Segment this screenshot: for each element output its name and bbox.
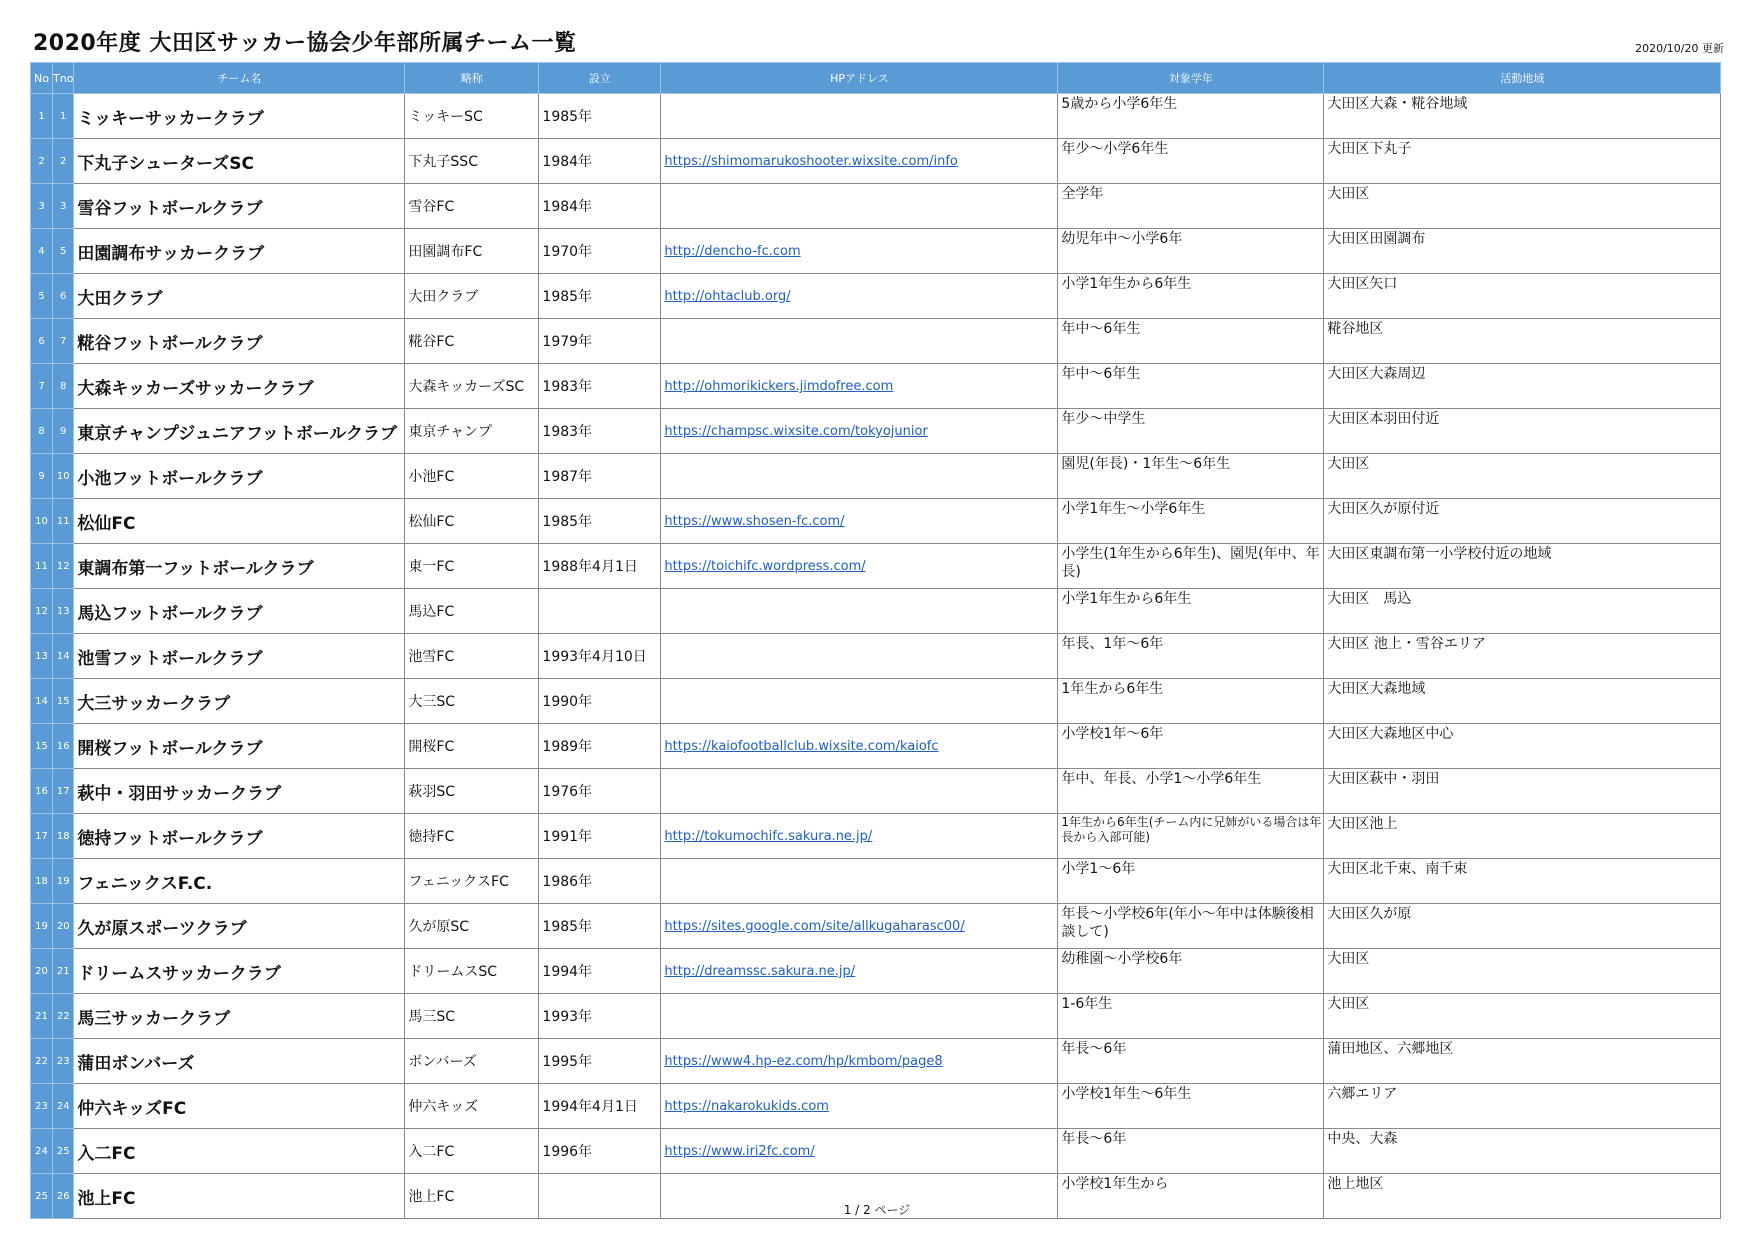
team-abbreviation: 東一FC: [405, 544, 539, 589]
activity-area: 大田区大森地区中心: [1324, 724, 1721, 769]
homepage-link[interactable]: https://shimomarukoshooter.wixsite.com/info: [664, 154, 958, 169]
team-abbreviation: 大三SC: [405, 679, 539, 724]
team-abbreviation: 糀谷FC: [405, 319, 539, 364]
founded-year: 1987年: [539, 454, 661, 499]
activity-area: 糀谷地区: [1324, 319, 1721, 364]
team-abbreviation: 下丸子SSC: [405, 139, 539, 184]
team-abbreviation: 大田クラブ: [405, 274, 539, 319]
activity-area: 大田区池上: [1324, 814, 1721, 859]
row-tno: 23: [53, 1039, 74, 1084]
target-grade: 全学年: [1058, 184, 1324, 229]
updated-date: 2020/10/20 更新: [1635, 42, 1724, 55]
team-abbreviation: 東京チャンプ: [405, 409, 539, 454]
row-no: 24: [31, 1129, 53, 1174]
activity-area: 大田区久が原: [1324, 904, 1721, 949]
homepage-cell: [661, 229, 1058, 274]
founded-year: 1994年4月1日: [539, 1084, 661, 1129]
table-row: [31, 139, 1721, 184]
table-row: [31, 589, 1721, 634]
founded-year: 1990年: [539, 679, 661, 724]
team-abbreviation: 小池FC: [405, 454, 539, 499]
table-header-row: [31, 63, 1721, 94]
page-title: 2020年度 大田区サッカー協会少年部所属チーム一覧: [33, 31, 577, 56]
founded-year: 1994年: [539, 949, 661, 994]
founded-year: 1996年: [539, 1129, 661, 1174]
founded-year: [539, 589, 661, 634]
team-name: ミッキーサッカークラブ: [74, 94, 405, 139]
activity-area: 大田区本羽田付近: [1324, 409, 1721, 454]
target-grade: 年少～小学6年生: [1058, 139, 1324, 184]
row-no: 1: [31, 94, 53, 139]
homepage-cell: [661, 94, 1058, 139]
founded-year: 1984年: [539, 184, 661, 229]
column-header-tno: Tno: [53, 63, 74, 94]
homepage-cell: [661, 634, 1058, 679]
target-grade: 年中～6年生: [1058, 319, 1324, 364]
target-grade: 小学1年生から6年生: [1058, 589, 1324, 634]
row-no: 22: [31, 1039, 53, 1084]
homepage-cell: [661, 1084, 1058, 1129]
team-abbreviation: 久が原SC: [405, 904, 539, 949]
activity-area: 池上地区: [1324, 1174, 1721, 1219]
target-grade: 小学生(1年生から6年生)、園児(年中、年長): [1058, 544, 1324, 589]
row-tno: 14: [53, 634, 74, 679]
homepage-cell: [661, 184, 1058, 229]
founded-year: 1986年: [539, 859, 661, 904]
team-abbreviation: 開桜FC: [405, 724, 539, 769]
activity-area: 大田区大森・糀谷地域: [1324, 94, 1721, 139]
table-row: [31, 1129, 1721, 1174]
row-tno: 19: [53, 859, 74, 904]
row-no: 7: [31, 364, 53, 409]
team-abbreviation: 池雪FC: [405, 634, 539, 679]
founded-year: 1984年: [539, 139, 661, 184]
activity-area: 大田区下丸子: [1324, 139, 1721, 184]
homepage-cell: [661, 274, 1058, 319]
founded-year: 1983年: [539, 409, 661, 454]
table-row: [31, 94, 1721, 139]
row-no: 17: [31, 814, 53, 859]
activity-area: 大田区: [1324, 454, 1721, 499]
target-grade: 年長、1年～6年: [1058, 634, 1324, 679]
activity-area: 大田区北千束、南千束: [1324, 859, 1721, 904]
row-tno: 25: [53, 1129, 74, 1174]
activity-area: 大田区東調布第一小学校付近の地域: [1324, 544, 1721, 589]
row-tno: 2: [53, 139, 74, 184]
activity-area: 大田区萩中・羽田: [1324, 769, 1721, 814]
table-row: [31, 274, 1721, 319]
target-grade: 5歳から小学6年生: [1058, 94, 1324, 139]
team-name: 松仙FC: [74, 499, 405, 544]
table-row: [31, 814, 1721, 859]
activity-area: 大田区 池上・雪谷エリア: [1324, 634, 1721, 679]
team-name: 小池フットボールクラブ: [74, 454, 405, 499]
team-name: 蒲田ボンバーズ: [74, 1039, 405, 1084]
founded-year: 1993年4月10日: [539, 634, 661, 679]
row-no: 5: [31, 274, 53, 319]
team-name: 糀谷フットボールクラブ: [74, 319, 405, 364]
founded-year: 1985年: [539, 274, 661, 319]
activity-area: 大田区: [1324, 184, 1721, 229]
row-tno: 17: [53, 769, 74, 814]
table-row: [31, 184, 1721, 229]
homepage-cell: [661, 859, 1058, 904]
page-number: 1 / 2 ページ: [843, 1203, 911, 1217]
row-no: 21: [31, 994, 53, 1039]
homepage-link[interactable]: https://sites.google.com/site/allkugaharasc00/: [664, 919, 965, 934]
target-grade: 小学1～6年: [1058, 859, 1324, 904]
target-grade: 1年生から6年生: [1058, 679, 1324, 724]
homepage-cell: [661, 499, 1058, 544]
row-tno: 18: [53, 814, 74, 859]
activity-area: 大田区: [1324, 949, 1721, 994]
homepage-link[interactable]: https://nakarokukids.com: [664, 1099, 829, 1114]
row-tno: 24: [53, 1084, 74, 1129]
team-name: 大森キッカーズサッカークラブ: [74, 364, 405, 409]
team-abbreviation: 田園調布FC: [405, 229, 539, 274]
team-name: 東調布第一フットボールクラブ: [74, 544, 405, 589]
row-tno: 13: [53, 589, 74, 634]
activity-area: 大田区大森周辺: [1324, 364, 1721, 409]
team-abbreviation: 大森キッカーズSC: [405, 364, 539, 409]
row-tno: 8: [53, 364, 74, 409]
target-grade: 園児(年長)・1年生～6年生: [1058, 454, 1324, 499]
row-tno: 12: [53, 544, 74, 589]
table-row: [31, 859, 1721, 904]
column-header-homepage: HPアドレス: [661, 63, 1058, 94]
team-name: 開桜フットボールクラブ: [74, 724, 405, 769]
homepage-cell: [661, 994, 1058, 1039]
table-row: [31, 1039, 1721, 1084]
row-tno: 21: [53, 949, 74, 994]
homepage-cell: [661, 769, 1058, 814]
team-abbreviation: 馬込FC: [405, 589, 539, 634]
homepage-cell: [661, 139, 1058, 184]
row-tno: 6: [53, 274, 74, 319]
table-row: [31, 364, 1721, 409]
homepage-link[interactable]: https://www.shosen-fc.com/: [664, 514, 845, 529]
homepage-cell: [661, 679, 1058, 724]
team-abbreviation: 仲六キッズ: [405, 1084, 539, 1129]
row-tno: 15: [53, 679, 74, 724]
team-name: 雪谷フットボールクラブ: [74, 184, 405, 229]
founded-year: 1970年: [539, 229, 661, 274]
activity-area: 大田区大森地域: [1324, 679, 1721, 724]
founded-year: 1985年: [539, 499, 661, 544]
row-tno: 7: [53, 319, 74, 364]
target-grade: 小学1年生～小学6年生: [1058, 499, 1324, 544]
target-grade: 年長～6年: [1058, 1129, 1324, 1174]
column-header-target-grade: 対象学年: [1058, 63, 1324, 94]
founded-year: 1979年: [539, 319, 661, 364]
homepage-link[interactable]: http://ohmorikickers.jimdofree.com: [664, 379, 894, 394]
target-grade: 1年生から6年生(チーム内に兄姉がいる場合は年長から入部可能): [1058, 814, 1324, 859]
team-name: 池雪フットボールクラブ: [74, 634, 405, 679]
table-row: [31, 499, 1721, 544]
target-grade: 小学校1年～6年: [1058, 724, 1324, 769]
row-tno: 1: [53, 94, 74, 139]
row-no: 25: [31, 1174, 53, 1219]
table-row: [31, 724, 1721, 769]
founded-year: 1985年: [539, 94, 661, 139]
homepage-cell: [661, 544, 1058, 589]
homepage-link[interactable]: https://toichifc.wordpress.com/: [664, 559, 866, 574]
row-tno: 16: [53, 724, 74, 769]
team-name: 萩中・羽田サッカークラブ: [74, 769, 405, 814]
row-no: 16: [31, 769, 53, 814]
team-abbreviation: ボンバーズ: [405, 1039, 539, 1084]
homepage-cell: [661, 1039, 1058, 1084]
activity-area: 大田区矢口: [1324, 274, 1721, 319]
table-row: [31, 319, 1721, 364]
row-no: 4: [31, 229, 53, 274]
team-name: 池上FC: [74, 1174, 405, 1219]
column-header-team-name: チーム名: [74, 63, 405, 94]
team-name: 徳持フットボールクラブ: [74, 814, 405, 859]
homepage-link[interactable]: https://kaiofootballclub.wixsite.com/kaiofc: [664, 739, 939, 754]
homepage-link[interactable]: http://ohtaclub.org/: [664, 289, 791, 304]
target-grade: 年中、年長、小学1～小学6年生: [1058, 769, 1324, 814]
team-name: 大田クラブ: [74, 274, 405, 319]
column-header-activity-area: 活動地域: [1324, 63, 1721, 94]
team-abbreviation: 萩羽SC: [405, 769, 539, 814]
team-name: フェニックスF.C.: [74, 859, 405, 904]
team-name: 下丸子シューターズSC: [74, 139, 405, 184]
activity-area: 蒲田地区、六郷地区: [1324, 1039, 1721, 1084]
target-grade: 幼児年中～小学6年: [1058, 229, 1324, 274]
homepage-link[interactable]: http://tokumochifc.sakura.ne.jp/: [664, 829, 873, 844]
row-tno: 22: [53, 994, 74, 1039]
team-abbreviation: 雪谷FC: [405, 184, 539, 229]
table-row: [31, 454, 1721, 499]
founded-year: 1988年4月1日: [539, 544, 661, 589]
row-no: 8: [31, 409, 53, 454]
target-grade: 1-6年生: [1058, 994, 1324, 1039]
row-no: 19: [31, 904, 53, 949]
row-no: 10: [31, 499, 53, 544]
homepage-link[interactable]: https://champsc.wixsite.com/tokyojunior: [664, 424, 928, 439]
table-row: [31, 634, 1721, 679]
team-abbreviation: 馬三SC: [405, 994, 539, 1039]
activity-area: 大田区 馬込: [1324, 589, 1721, 634]
row-no: 14: [31, 679, 53, 724]
founded-year: 1995年: [539, 1039, 661, 1084]
table-row: [31, 544, 1721, 589]
team-name: 大三サッカークラブ: [74, 679, 405, 724]
founded-year: 1976年: [539, 769, 661, 814]
table-row: [31, 679, 1721, 724]
row-tno: 11: [53, 499, 74, 544]
homepage-link[interactable]: http://dreamssc.sakura.ne.jp/: [664, 964, 856, 979]
row-tno: 10: [53, 454, 74, 499]
table-row: [31, 769, 1721, 814]
row-no: 23: [31, 1084, 53, 1129]
column-header-no: No: [31, 63, 53, 94]
row-no: 6: [31, 319, 53, 364]
row-no: 20: [31, 949, 53, 994]
activity-area: 大田区久が原付近: [1324, 499, 1721, 544]
homepage-cell: [661, 949, 1058, 994]
homepage-cell: [661, 454, 1058, 499]
team-name: 田園調布サッカークラブ: [74, 229, 405, 274]
table-row: [31, 949, 1721, 994]
row-no: 12: [31, 589, 53, 634]
activity-area: 大田区: [1324, 994, 1721, 1039]
team-name: 久が原スポーツクラブ: [74, 904, 405, 949]
team-name: ドリームスサッカークラブ: [74, 949, 405, 994]
row-no: 18: [31, 859, 53, 904]
table-row: [31, 1084, 1721, 1129]
table-row: [31, 994, 1721, 1039]
row-tno: 3: [53, 184, 74, 229]
row-no: 9: [31, 454, 53, 499]
homepage-cell: [661, 589, 1058, 634]
founded-year: 1989年: [539, 724, 661, 769]
table-row: [31, 904, 1721, 949]
table-row: [31, 229, 1721, 274]
target-grade: 小学1年生から6年生: [1058, 274, 1324, 319]
team-name: 馬三サッカークラブ: [74, 994, 405, 1039]
team-abbreviation: ドリームスSC: [405, 949, 539, 994]
team-name: 入二FC: [74, 1129, 405, 1174]
team-name: 東京チャンプジュニアフットボールクラブ: [74, 409, 405, 454]
homepage-cell: [661, 814, 1058, 859]
homepage-cell: [661, 409, 1058, 454]
row-no: 3: [31, 184, 53, 229]
team-abbreviation: 池上FC: [405, 1174, 539, 1219]
activity-area: 大田区田園調布: [1324, 229, 1721, 274]
row-no: 13: [31, 634, 53, 679]
row-tno: 26: [53, 1174, 74, 1219]
row-no: 11: [31, 544, 53, 589]
target-grade: 年少～中学生: [1058, 409, 1324, 454]
founded-year: 1983年: [539, 364, 661, 409]
target-grade: 小学校1年生～6年生: [1058, 1084, 1324, 1129]
row-no: 15: [31, 724, 53, 769]
target-grade: 年長～6年: [1058, 1039, 1324, 1084]
target-grade: 幼稚園～小学校6年: [1058, 949, 1324, 994]
homepage-link[interactable]: https://www4.hp-ez.com/hp/kmbom/page8: [664, 1054, 943, 1069]
team-table: [30, 62, 1721, 1219]
column-header-abbreviation: 略称: [405, 63, 539, 94]
team-abbreviation: フェニックスFC: [405, 859, 539, 904]
target-grade: 年長～小学校6年(年小～年中は体験後相談して): [1058, 904, 1324, 949]
founded-year: 1993年: [539, 994, 661, 1039]
homepage-cell: [661, 364, 1058, 409]
activity-area: 中央、大森: [1324, 1129, 1721, 1174]
target-grade: 年中～6年生: [1058, 364, 1324, 409]
row-tno: 9: [53, 409, 74, 454]
homepage-link[interactable]: http://dencho-fc.com: [664, 244, 801, 259]
team-name: 馬込フットボールクラブ: [74, 589, 405, 634]
activity-area: 六郷エリア: [1324, 1084, 1721, 1129]
team-abbreviation: 徳持FC: [405, 814, 539, 859]
founded-year: 1985年: [539, 904, 661, 949]
row-no: 2: [31, 139, 53, 184]
founded-year: 1991年: [539, 814, 661, 859]
team-abbreviation: ミッキーSC: [405, 94, 539, 139]
column-header-founded: 設立: [539, 63, 661, 94]
team-abbreviation: 入二FC: [405, 1129, 539, 1174]
team-name: 仲六キッズFC: [74, 1084, 405, 1129]
homepage-link[interactable]: https://www.iri2fc.com/: [664, 1144, 815, 1159]
homepage-cell: [661, 904, 1058, 949]
homepage-cell: [661, 724, 1058, 769]
row-tno: 5: [53, 229, 74, 274]
team-abbreviation: 松仙FC: [405, 499, 539, 544]
table-row: [31, 409, 1721, 454]
row-tno: 20: [53, 904, 74, 949]
target-grade: 小学校1年生から: [1058, 1174, 1324, 1219]
homepage-cell: [661, 1129, 1058, 1174]
homepage-cell: [661, 319, 1058, 364]
